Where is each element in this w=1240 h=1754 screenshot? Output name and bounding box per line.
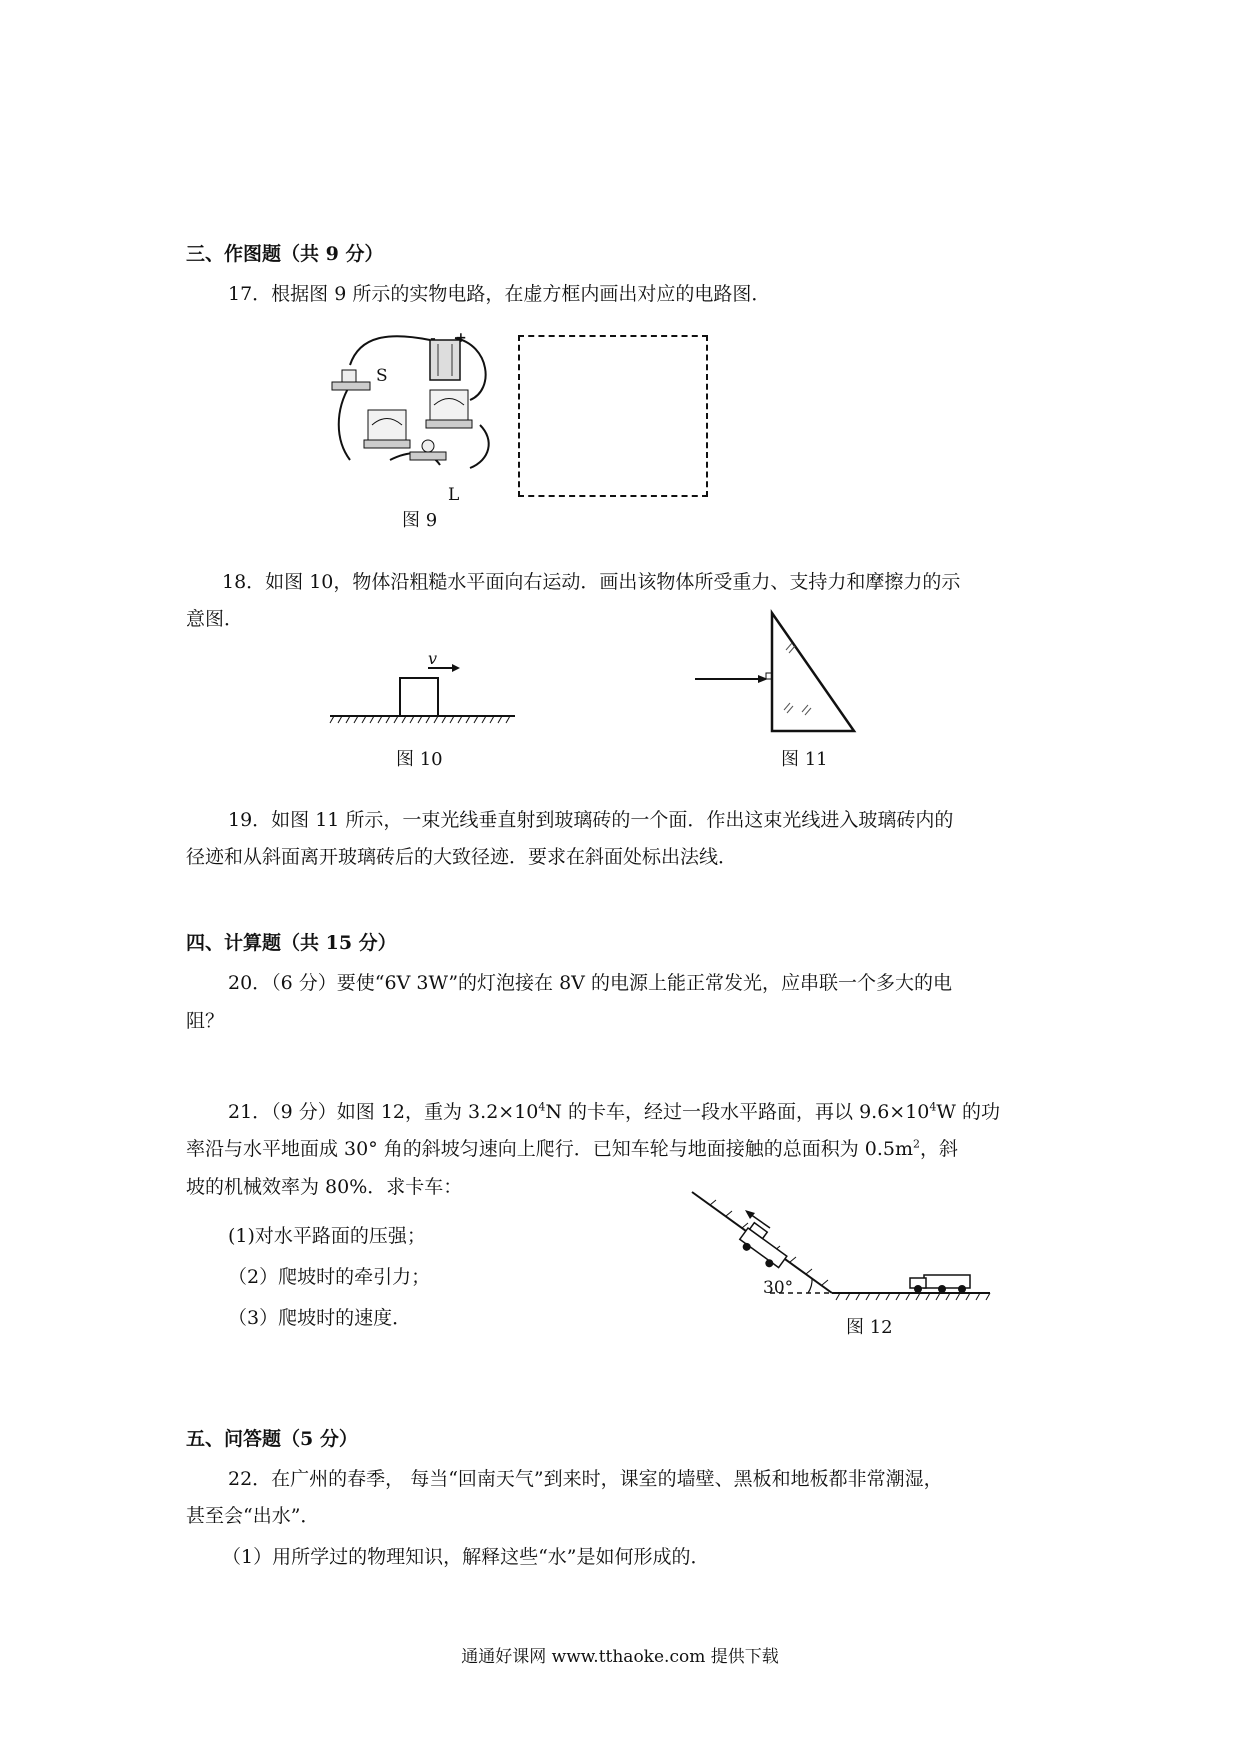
- figure-9-caption: 图 9: [402, 510, 438, 531]
- q20-line2: 阻？: [186, 1010, 225, 1032]
- q22-line2: 甚至会“出水”．: [186, 1505, 320, 1527]
- q21-part2: （2）爬坡时的牵引力；: [228, 1266, 431, 1288]
- figure-12-truck-slope: [690, 1190, 1000, 1310]
- q21-part1: (1)对水平路面的压强；: [228, 1225, 426, 1247]
- section-5-heading: 五、问答题（5 分）: [186, 1428, 358, 1450]
- q18-line1: 18．如图 10，物体沿粗糙水平面向右运动．画出该物体所受重力、支持力和摩擦力的示: [222, 571, 961, 593]
- q21-line1: 21．（9 分）如图 12，重为 $3.2\times 10^4N$ 的卡车，经过一段水平路面，再以 $9.6\times 10^4W$ 的功: [228, 1100, 1000, 1123]
- section-3-heading: 三、作图题（共 9 分）: [186, 243, 384, 265]
- figure-9-circuit: [330, 330, 500, 490]
- figure-12-caption: 图 12: [846, 1317, 893, 1338]
- footer-download-note: 通通好课网 www.tthaoke.com 提供下载: [461, 1647, 779, 1667]
- q19-line1: 19．如图 11 所示，一束光线垂直射到玻璃砖的一个面．作出这束光线进入玻璃砖内的: [228, 809, 954, 831]
- figure-10-block-on-surface: [330, 645, 520, 725]
- velocity-label: v: [428, 649, 438, 668]
- q18-line2: 意图．: [186, 608, 244, 630]
- battery-minus-label: -: [430, 331, 436, 347]
- q20-line1: 20．（6 分）要使“6V 3W”的灯泡接在 8V 的电源上能正常发光，应串联一个多大的电: [228, 972, 952, 994]
- answer-dashed-box[interactable]: [518, 335, 708, 497]
- switch-label: S: [376, 366, 388, 386]
- lamp-label: L: [448, 485, 460, 505]
- q22-line3: （1）用所学过的物理知识，解释这些“水”是如何形成的．: [222, 1546, 710, 1568]
- q19-line2: 径迹和从斜面离开玻璃砖后的大致径迹．要求在斜面处标出法线．: [186, 846, 738, 868]
- figure-11-caption: 图 11: [781, 749, 828, 770]
- q21-part3: （3）爬坡时的速度．: [228, 1307, 412, 1329]
- battery-plus-label: +: [455, 330, 467, 346]
- section-4-heading: 四、计算题（共 15 分）: [186, 932, 397, 954]
- q22-line1: 22．在广州的春季， 每当“回南天气”到来时，课室的墙壁、黑板和地板都非常潮湿，: [228, 1468, 943, 1490]
- figure-10-caption: 图 10: [396, 749, 443, 770]
- q21-line3: 坡的机械效率为 80%．求卡车：: [186, 1176, 463, 1198]
- figure-11-glass-prism: [690, 610, 860, 735]
- q17-text: 17．根据图 9 所示的实物电路，在虚方框内画出对应的电路图．: [228, 283, 771, 305]
- q21-line2: 率沿与水平地面成 30° 角的斜坡匀速向上爬行．已知车轮与地面接触的总面积为 $0.5m^2$，斜: [186, 1137, 959, 1160]
- angle-label: 30°: [763, 1278, 794, 1298]
